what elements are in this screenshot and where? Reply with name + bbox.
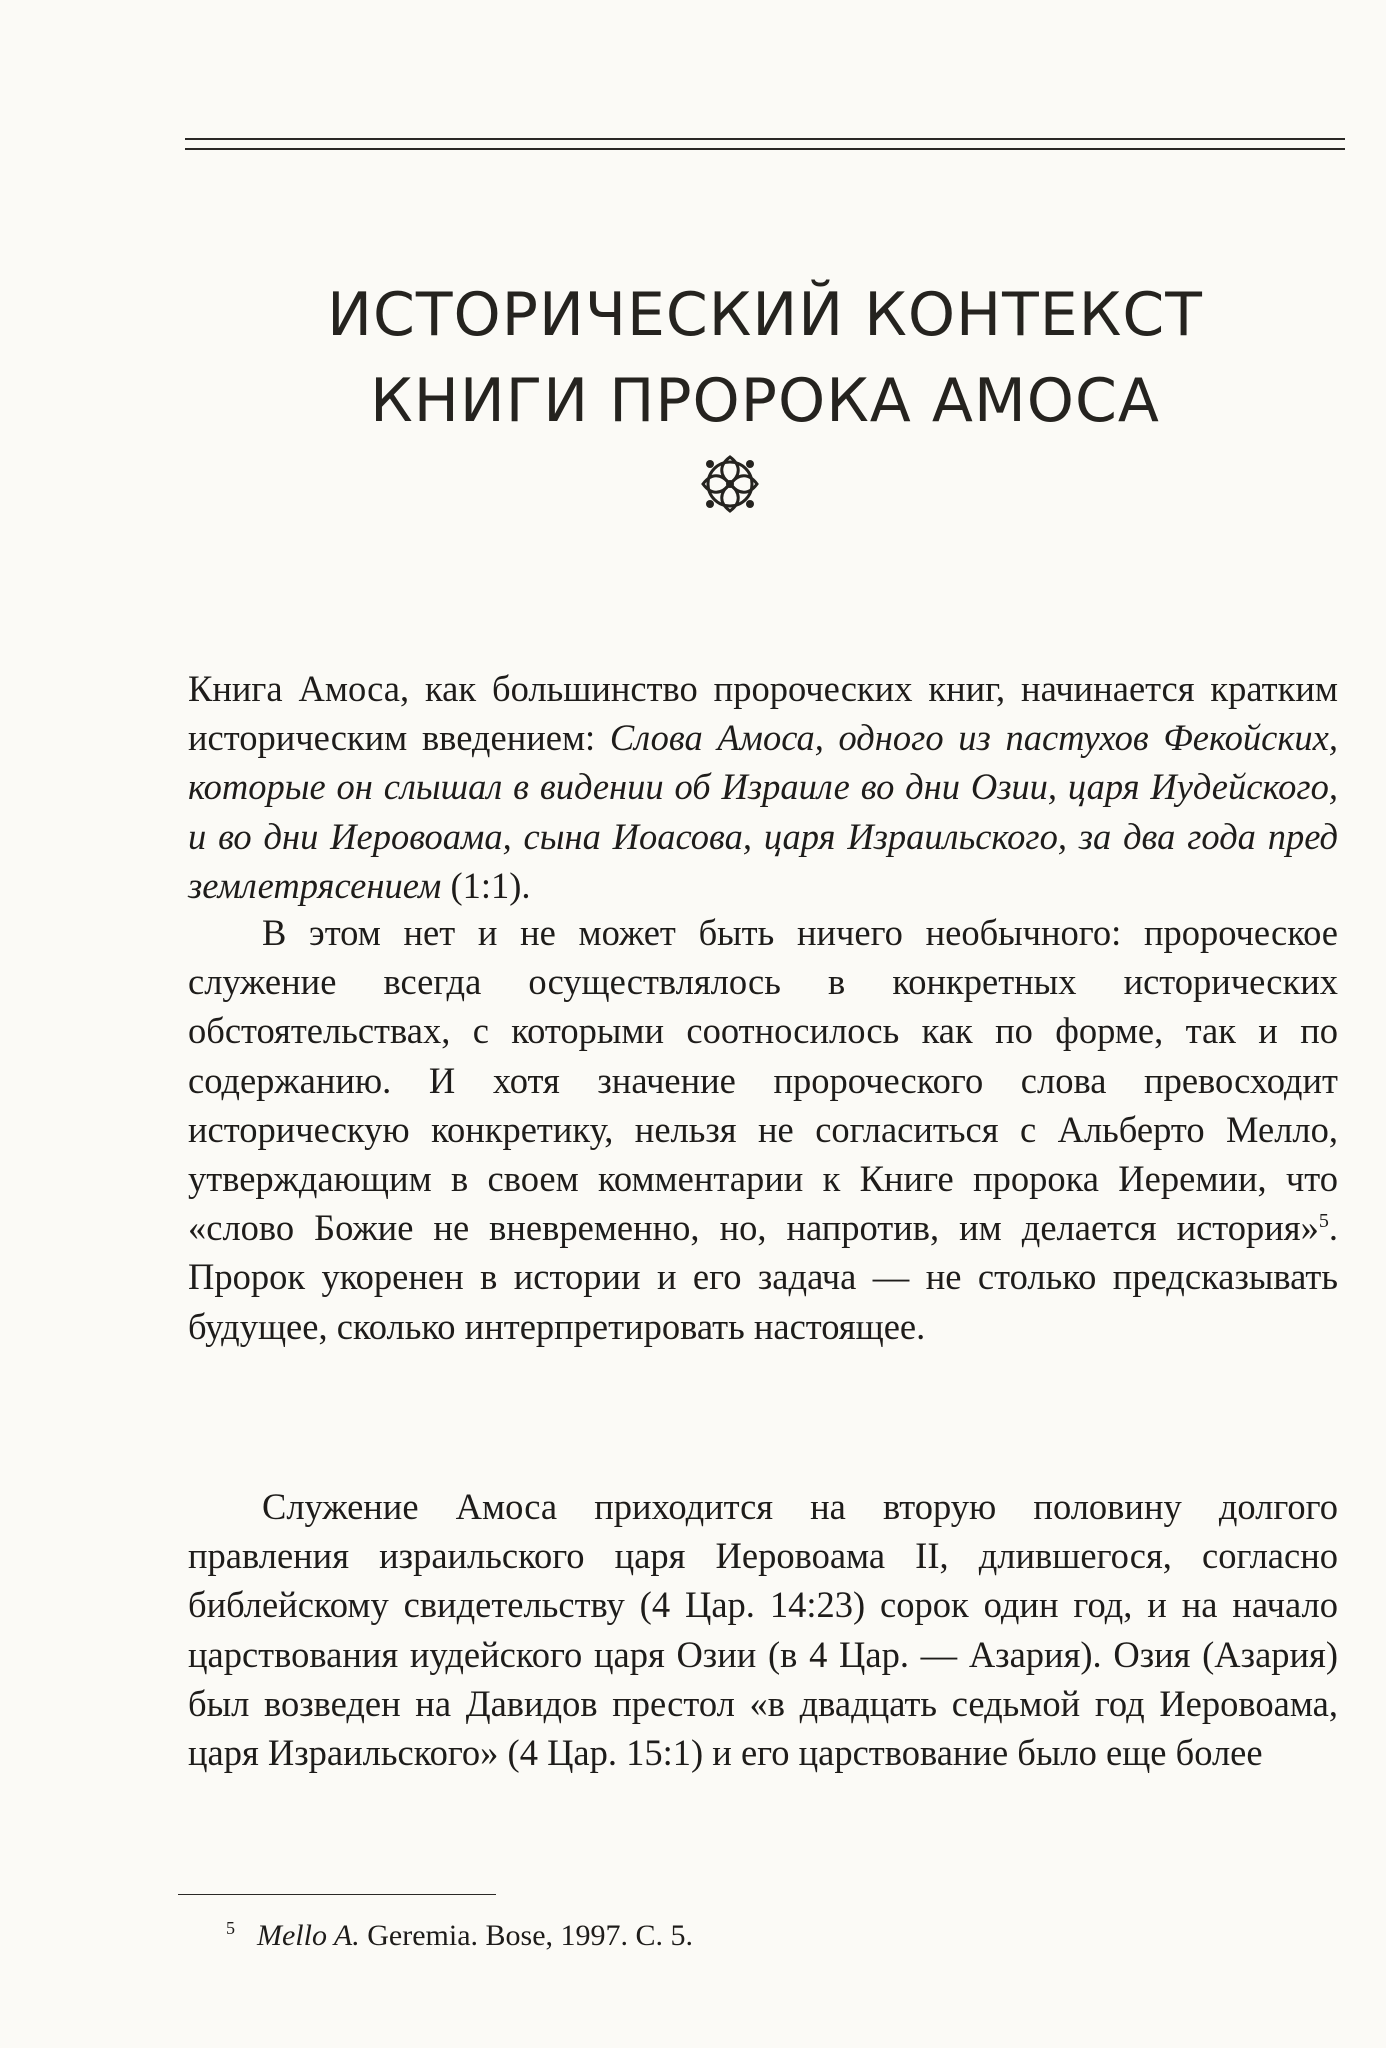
footnote-source: Geremia. Bose, 1997. C. 5. bbox=[359, 1919, 694, 1952]
paragraph-reign-text: Служение Амоса приходится на вторую половину долгого правления израильского царя Иеровоама II, длившегося, согласно библейскому свидетельству (4 Цар. 14:23) сорок один год, и на начало царствования иудейского царя Озии (в 4 Цар. — Азария). Озия (Азария) был возведен на Давидов престол «в двадцать седьмой год Иеровоама, царя Израильского» (4 Цар. 15:1) и его царствование было еще более bbox=[188, 1486, 1338, 1774]
chapter-title-line-1: ИСТОРИЧЕСКИЙ КОНТЕКСТ bbox=[327, 280, 1203, 350]
verse-reference: (1:1). bbox=[441, 864, 531, 906]
celtic-knot-ornament-icon bbox=[697, 451, 763, 517]
paragraph-intro bbox=[188, 664, 1338, 910]
header-rule-bottom bbox=[185, 148, 1345, 150]
paragraph-context bbox=[188, 908, 1338, 1351]
header-rule-top bbox=[185, 138, 1345, 140]
footnote-separator bbox=[178, 1894, 496, 1895]
paragraph-reign bbox=[188, 1482, 1338, 1777]
paragraph-context-text-b: . Пророк укоренен в истории и его задача — не столько предсказывать будущее, сколько интерпретировать настоящее. bbox=[188, 1207, 1338, 1347]
chapter-title bbox=[185, 272, 1345, 444]
paragraph-intro-lead: Книга Амоса, как большинство пророческих книг, начинается кратким историческим введением: bbox=[188, 668, 1338, 759]
paragraph-context-text-a: В этом нет и не может быть ничего необычного: пророческое служение всегда осуществлялось в конкретных исторических обстоятельствах, с которыми соотносилось как по форме, так и по содержанию. И хотя значение пророческого слова превосходит историческую конкретику, нельзя не согласиться с Альберто Мелло, утверждающим в своем комментарии к Книге пророка Иеремии, что «слово Божие не вневременно, но, напротив, им делается история» bbox=[188, 912, 1338, 1249]
footnote-number: 5 bbox=[226, 1918, 235, 1938]
chapter-title-line-2: КНИГИ ПРОРОКА АМОСА bbox=[370, 366, 1160, 436]
footnote bbox=[226, 1908, 694, 1956]
amos-quote: Слова Амоса, одного из пастухов Фекойских, которые он слышал в видении об Израиле во дни Озии, царя Иудейского, и во дни Иеровоама, сына Иоасова, царя Израильского, за два года пред землетрясением bbox=[188, 717, 1338, 906]
footnote-author: Mello A. bbox=[257, 1919, 360, 1952]
footnote-reference: 5 bbox=[1318, 1210, 1329, 1233]
